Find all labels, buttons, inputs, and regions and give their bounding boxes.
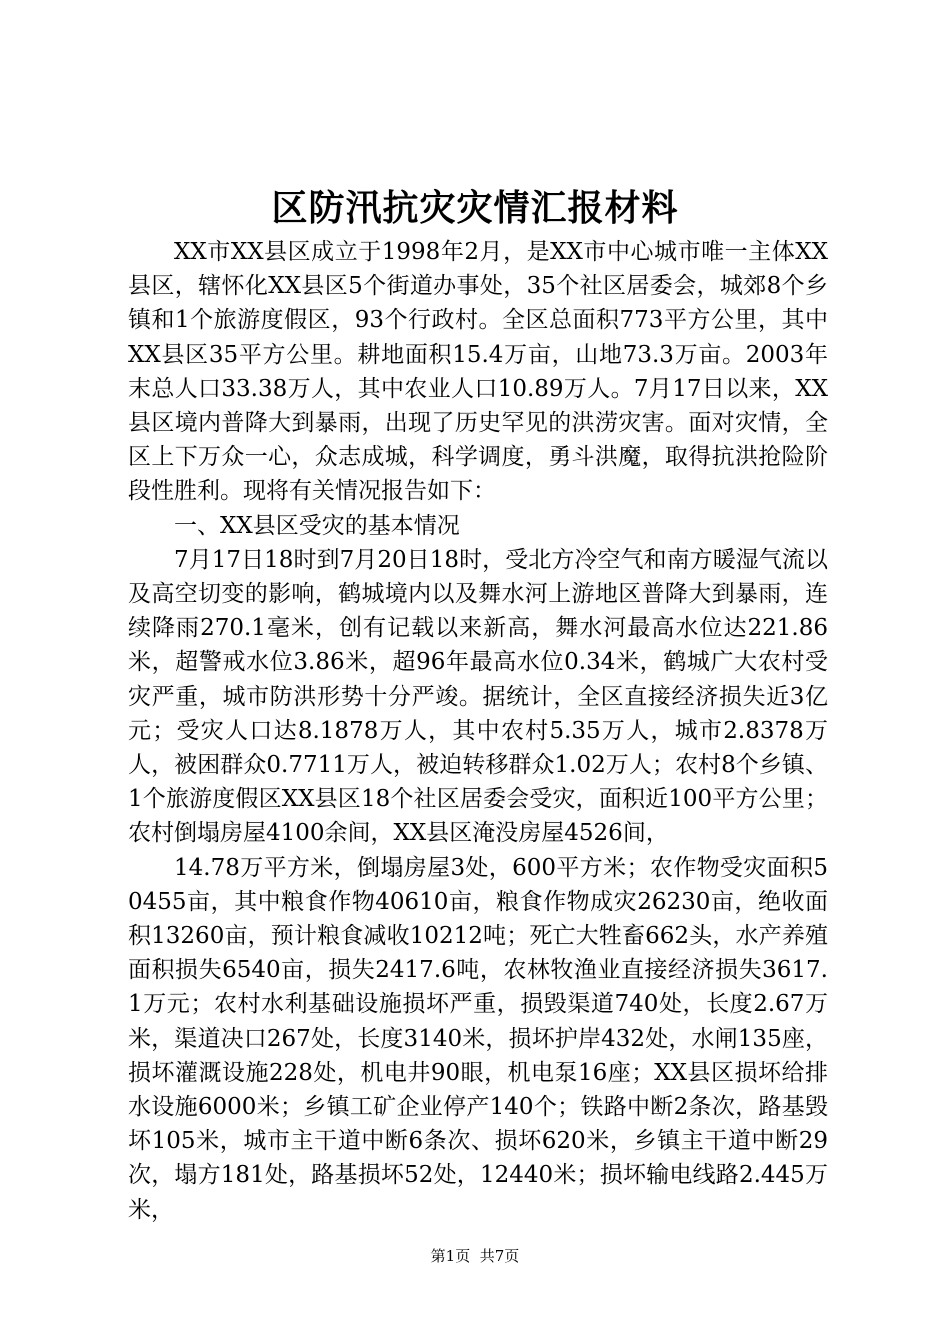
section-heading: 一、XX县区受灾的基本情况 [174, 512, 460, 539]
paragraph-losses: 14.78万平方米，倒塌房屋3处，600平方米；农作物受灾面积50455亩，其中粮食作物40610亩，粮食作物成灾26230亩，绝收面积13260亩，预计粮食减收10212吨；死亡大牲畜662头，水产养殖面积损失6540亩，损失2417.6吨，农林牧渔业直接经济损失3617.1万元；农村水利基础设施损坏严重，损毁渠道740处，长度2.67万米，渠道决口267处，长度3140米，损坏护岸432处，水闸135座，损坏灌溉设施228处，机电井90眼，机电泵16座；XX县区损坏给排水设施6000米；乡镇工矿企业停产140个；铁路中断2条次，路基毁坏105米，城市主干道中断6条次、损坏620米，乡镇主干道中断29次，塌方181处，路基损坏52处，12440米；损坏输电线路2.445万米， [128, 854, 828, 1223]
paragraph-disaster-details: 7月17日18时到7月20日18时，受北方冷空气和南方暖湿气流以及高空切变的影响，鹤城境内以及舞水河上游地区普降大到暴雨，连续降雨270.1毫米，创有记载以来新高，舞水河最高水位达221.86米，超警戒水位3.86米，超96年最高水位0.34米，鹤城广大农村受灾严重，城市防洪形势十分严竣。据统计，全区直接经济损失近3亿元；受灾人口达8.1878万人，其中农村5.35万人，城市2.8378万人，被困群众0.7711万人，被迫转移群众1.02万人；农村8个乡镇、1个旅游度假区XX县区18个社区居委会受灾，面积近100平方公里；农村倒塌房屋4100余间，XX县区淹没房屋4526间， [128, 546, 828, 847]
page-number: 第1页 [430, 1247, 471, 1265]
document-body [128, 235, 828, 1227]
footer-separator [470, 1247, 480, 1265]
page-total: 共7页 [479, 1247, 520, 1265]
document-title: 区防汛抗灾灾情汇报材料 [271, 188, 679, 229]
page-footer [0, 1246, 950, 1266]
paragraph-intro: XX市XX县区成立于1998年2月，是XX市中心城市唯一主体XX县区，辖怀化XX县区5个街道办事处，35个社区居委会，城郊8个乡镇和1个旅游度假区，93个行政村。全区总面积773平方公里，其中XX县区35平方公里。耕地面积15.4万亩，山地73.3万亩。2003年末总人口33.38万人，其中农业人口10.89万人。7月17日以来，XX县区境内普降大到暴雨，出现了历史罕见的洪涝灾害。面对灾情，全区上下万众一心，众志成城，科学调度，勇斗洪魔，取得抗洪抢险阶段性胜利。现将有关情况报告如下： [128, 239, 828, 505]
